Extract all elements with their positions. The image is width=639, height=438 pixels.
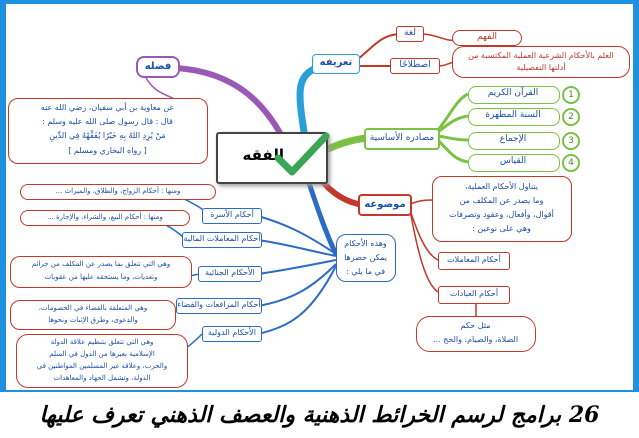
center-title: الفقه bbox=[242, 146, 284, 164]
ahkam-note-1-line-1: ومنها : أحكام الزواج، والطلاق، والميراث ... bbox=[55, 187, 181, 195]
masadir-num-2: 2 bbox=[562, 108, 580, 126]
istilah-def-line2: أدلتها التفصيلية bbox=[516, 63, 566, 72]
ibadat-example bbox=[416, 316, 536, 352]
masadir-item-4 bbox=[468, 154, 560, 172]
tarif-node bbox=[312, 54, 360, 74]
hadith-box bbox=[8, 98, 208, 164]
masadir-item-1-label: القرآن الكريم bbox=[487, 88, 539, 98]
ibadat-node bbox=[438, 286, 510, 304]
muamalat-label: أحكام المعاملات bbox=[447, 255, 501, 264]
mawdu-label: موضوعه bbox=[364, 199, 406, 210]
ahkam-note-5-line-1: وهي التي تتعلق بتنظيم علاقة الدولة bbox=[50, 338, 154, 346]
fadl-label: فضله bbox=[144, 61, 172, 72]
masadir-item-2-label: السنة المطهرة bbox=[485, 110, 541, 120]
masadir-label: مصادره الأساسية bbox=[369, 133, 435, 143]
ahkam-note-4-line-1: وهي المتعلقة بالقضاء في الخصومات، bbox=[38, 304, 148, 312]
ahkam-note-5-line-3: والحرب، وعلاقة غير المسلمين المواطنين في bbox=[36, 362, 168, 370]
ahkam-note-3-line-1: وهي التي تتعلق بما يصدر عن المكلف من جرائم bbox=[31, 260, 171, 268]
center-node bbox=[216, 132, 328, 184]
masadir-item-3 bbox=[468, 132, 560, 150]
hadith-line-3: مَنْ يُرِدِ اللهُ بِهِ خَيْرًا يُفَقِّهْهُ فِي الدِّينِ bbox=[49, 131, 166, 140]
lugha-label: لغة bbox=[404, 28, 416, 38]
lugha-def bbox=[452, 30, 522, 46]
ahkam-note-2 bbox=[20, 210, 190, 226]
mawdu-desc-line-4: وهي على نوعين : bbox=[472, 224, 531, 233]
masadir-item-4-label: القياس bbox=[499, 156, 527, 166]
ahkam-note-5 bbox=[16, 334, 188, 388]
ahkam-note-4-line-2: والدعوى، وطرق الإثبات ونحوها bbox=[48, 316, 138, 324]
ahkam-category-2 bbox=[182, 232, 262, 248]
ahkam-category-1 bbox=[202, 208, 262, 224]
ahkam-category-5-label: الأحكام الدولية bbox=[208, 328, 256, 337]
ahkam-hub bbox=[336, 234, 396, 282]
mawdu-desc-line-1: يتناول الأحكام العملية، bbox=[465, 182, 538, 191]
mawdu-desc-line-2: وما يصدر عن المكلف من bbox=[459, 196, 544, 205]
ahkam-category-3 bbox=[198, 266, 262, 282]
mawdu-desc-line-3: أقوال، وأفعال، وعقود وتصرفات bbox=[449, 210, 554, 219]
istilah-def bbox=[452, 46, 630, 78]
ahkam-note-1 bbox=[20, 184, 216, 200]
ahkam-category-2-label: أحكام المعاملات المالية bbox=[183, 234, 261, 243]
tarif-label: تعريفه bbox=[319, 57, 353, 68]
ahkam-note-2-line-1: ومنها : أحكام البيع، والشراء، والإجارة ... bbox=[47, 213, 163, 221]
ahkam-note-5-line-4: الدولة، وتشمل الجهاد والمعاهدات bbox=[53, 374, 151, 382]
mawdu-desc-box bbox=[432, 176, 572, 242]
masadir-num-1: 1 bbox=[562, 86, 580, 104]
masadir-item-3-label: الإجماع bbox=[499, 134, 527, 144]
ahkam-hub-line-2: يمكن حصرها bbox=[344, 253, 387, 262]
ahkam-hub-line-1: وهذه الأحكام bbox=[344, 239, 387, 248]
lugha-node bbox=[396, 26, 424, 42]
mindmap-canvas bbox=[6, 4, 633, 390]
check-icon bbox=[274, 130, 330, 180]
ahkam-note-3 bbox=[10, 256, 192, 288]
ahkam-category-5 bbox=[202, 326, 262, 342]
ahkam-category-1-label: أحكام الأسرة bbox=[210, 210, 254, 219]
fadl-node bbox=[136, 56, 180, 78]
hadith-line-4: [ رواه البخاري ومسلم ] bbox=[68, 146, 147, 155]
masadir-item-1 bbox=[468, 86, 560, 104]
ahkam-category-3-label: الأحكام الجنائية bbox=[205, 268, 255, 277]
istilah-label: اصطلاحًا bbox=[399, 60, 431, 70]
lugha-def-text: الفهم bbox=[477, 32, 497, 42]
ibadat-example-line-2: الصلاة، والصيام، والحج ... bbox=[432, 335, 519, 344]
ahkam-note-4 bbox=[10, 300, 176, 330]
ahkam-note-3-line-2: وتعديات، وما يستحقه عليها من عقوبات bbox=[44, 273, 158, 281]
masadir-node bbox=[364, 128, 440, 150]
masadir-num-4: 4 bbox=[562, 154, 580, 172]
masadir-num-3: 3 bbox=[562, 132, 580, 150]
istilah-def-line1: العلم بالأحكام الشرعية العملية المكتسبة من bbox=[468, 51, 614, 60]
muamalat-node bbox=[438, 252, 510, 270]
hadith-line-1: عن معاوية بن أبي سفيان، رضي الله عنه bbox=[40, 103, 175, 112]
mawdu-node bbox=[358, 194, 412, 216]
ahkam-note-5-line-2: الإسلامية بغيرها من الدول في السلم bbox=[49, 350, 155, 358]
ibadat-example-line-1: مثل حكم bbox=[460, 321, 491, 330]
caption-text: 26 برامج لرسم الخرائط الذهنية والعصف الذهني تعرف عليها bbox=[39, 402, 600, 428]
ibadat-label: أحكام العبادات bbox=[449, 289, 499, 298]
hadith-line-2: قال : قال رسول صلى الله عليه وسلم : bbox=[42, 117, 173, 126]
ahkam-hub-line-3: في ما يلي : bbox=[345, 267, 386, 276]
masadir-item-2 bbox=[468, 108, 560, 126]
istilah-node bbox=[390, 58, 440, 74]
ahkam-category-4 bbox=[176, 298, 262, 314]
ahkam-category-4-label: أحكام المرافعات والقضاء bbox=[177, 300, 261, 309]
